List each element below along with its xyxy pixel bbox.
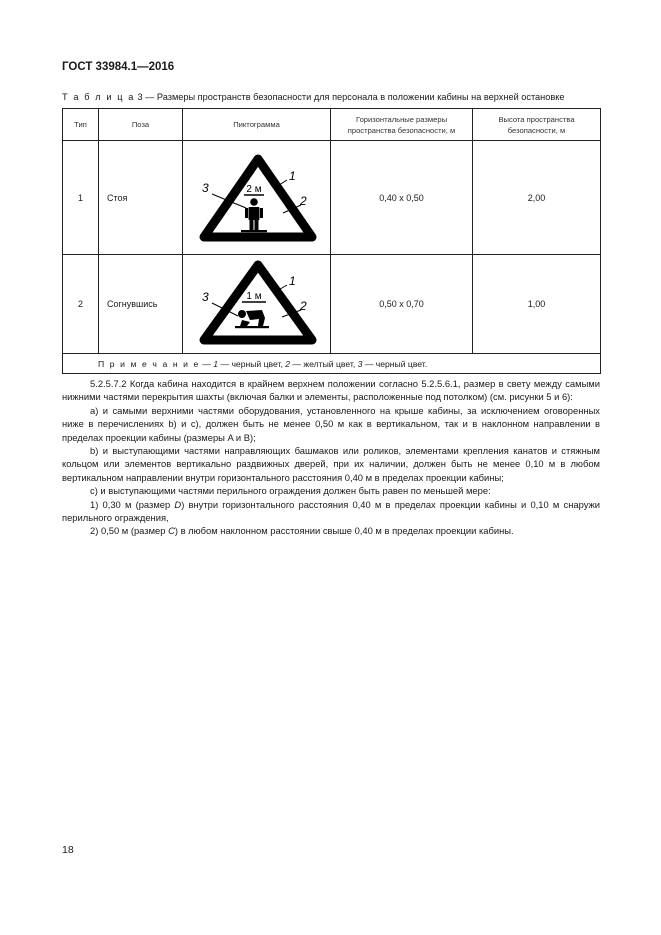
cell-pictogram xyxy=(183,141,331,255)
table-caption xyxy=(62,92,564,102)
paragraph xyxy=(62,524,600,537)
table-note-row xyxy=(63,354,601,374)
pictogram-height-label: 1 м xyxy=(245,291,262,302)
table-note xyxy=(63,354,601,374)
table-row xyxy=(63,141,601,255)
cell-pose: Согнувшись xyxy=(99,255,183,354)
paragraph xyxy=(62,498,600,525)
body-text xyxy=(62,377,600,538)
column-header-horizontal: Горизонтальные размеры пространства безопасности, м xyxy=(331,109,473,141)
document-code: ГОСТ 33984.1—2016 xyxy=(62,61,175,73)
cell-pose: Стоя xyxy=(99,141,183,255)
table-caption-text: 3 — Размеры пространств безопасности для персонала в положении кабины на верхней остановке xyxy=(134,92,565,102)
page-number: 18 xyxy=(62,844,74,856)
callout-3: 3 xyxy=(201,181,209,195)
cell-height: 1,00 xyxy=(473,255,601,354)
callout-2: 2 xyxy=(299,194,307,208)
crouching-person-warning-icon xyxy=(192,260,322,348)
cell-horizontal: 0,40 х 0,50 xyxy=(331,141,473,255)
cell-height: 2,00 xyxy=(473,141,601,255)
column-header-pose: Поза xyxy=(99,109,183,141)
paragraph: 5.2.5.7.2 Когда кабина находится в крайнем верхнем положении согласно 5.2.5.6.1, размер в свету между самыми нижними частями перекрытия шахты (включая балки и элементы, расположенные под потолком) (см. рисунки 5 и 6): xyxy=(62,378,600,403)
callout-1: 1 xyxy=(288,169,296,183)
table-caption-label: Т а б л и ц а xyxy=(62,92,135,102)
column-header-height: Высота пространства безопасности, м xyxy=(473,109,601,141)
cell-horizontal: 0,50 х 0,70 xyxy=(331,255,473,354)
paragraph: a) и самыми верхними частями оборудования, установленного на крыше кабины, за исключением оговоренных ниже в перечислениях b) и c), должен быть не менее 0,50 м как в вертикальном, так и в наклонном направлении в пределах проекции кабины (размеры A и B); xyxy=(62,404,600,443)
paragraph-text: 2) 0,50 м (размер xyxy=(90,525,169,537)
standing-person-warning-icon xyxy=(192,150,322,245)
note-text: — черный цвет, xyxy=(218,358,286,369)
note-number: 3 xyxy=(357,358,363,369)
callout-1: 1 xyxy=(288,274,296,288)
cell-type: 1 xyxy=(63,141,99,255)
paragraph-text: ) внутри горизонтального расстояния 0,40 м в пределах проекции кабины и 0,10 м снаружи перильного ограждения, xyxy=(62,498,600,524)
callout-3: 3 xyxy=(201,290,209,304)
cell-pictogram xyxy=(183,255,331,354)
note-number: 1 xyxy=(213,358,219,369)
dimension-letter: C xyxy=(168,525,175,537)
note-text: — черный цвет. xyxy=(362,358,428,369)
note-number: 2 xyxy=(285,358,291,369)
paragraph-text: 1) 0,30 м (размер xyxy=(90,498,175,510)
column-header-pictogram: Пиктограмма xyxy=(183,109,331,141)
paragraph: c) и выступающими частями перильного ограждения должен быть равен по меньшей мере: xyxy=(90,485,491,497)
dimension-letter: D xyxy=(174,498,182,510)
table-row xyxy=(63,255,601,354)
note-text: — xyxy=(199,358,214,369)
note-label: П р и м е ч а н и е xyxy=(98,358,200,369)
paragraph-text: ) в любом наклонном расстоянии свыше 0,40 м в пределах проекции кабины. xyxy=(174,525,514,537)
column-header-type: Тип xyxy=(63,109,99,141)
callout-2: 2 xyxy=(299,299,307,313)
note-text: — желтый цвет, xyxy=(290,358,358,369)
pictogram-height-label: 2 м xyxy=(245,184,262,195)
cell-type: 2 xyxy=(63,255,99,354)
paragraph: b) и выступающими частями направляющих башмаков или роликов, элементами крепления канатов и стяжным кольцом или элементов вертикально раздвижных дверей, при их наличии, должен быть не менее 0,10 м в любом вертикальном направлении внутри горизонтального расстояния 0,40 м в пределах проекции кабины; xyxy=(62,445,600,483)
safety-space-table xyxy=(62,108,601,374)
table-header-row xyxy=(63,109,601,141)
